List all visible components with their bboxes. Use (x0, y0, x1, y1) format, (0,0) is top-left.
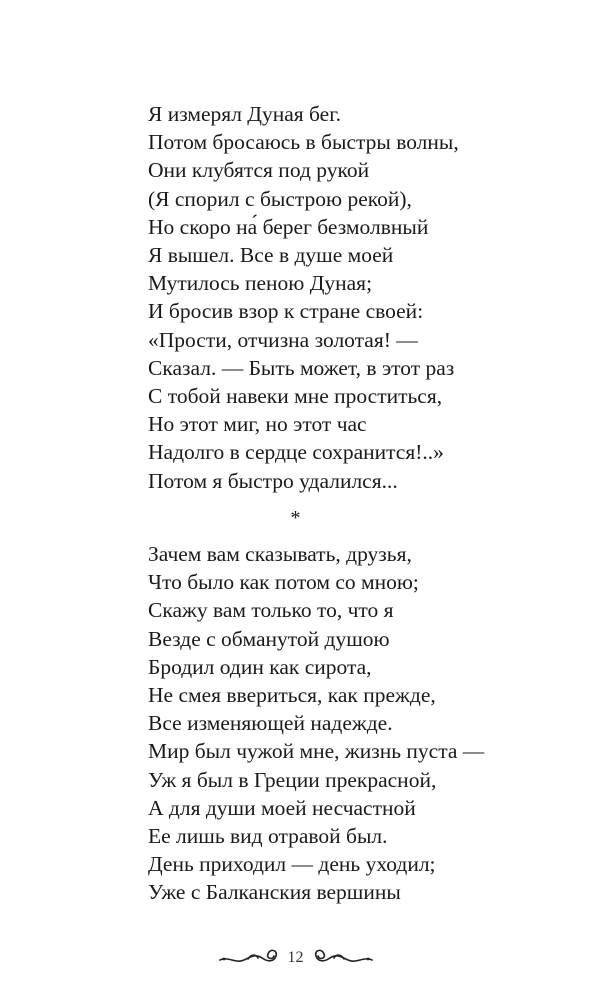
verse-line: Мир был чужой мне, жизнь пуста — (148, 739, 485, 764)
verse-line: Бродил один как сирота, (148, 654, 372, 679)
verse-line: Я измерял Дуная бег. (148, 102, 341, 126)
stanza-1 (148, 100, 548, 495)
verse-line: Мутилось пеною Дуная; (148, 271, 373, 296)
verse-line: Везде с обманутой душою (148, 626, 390, 651)
verse-line: Но скоро на́ берег безмолвный (148, 214, 429, 239)
verse-line: День приходил — день уходил; (148, 852, 436, 877)
stanza-divider: * (290, 507, 301, 529)
verse-line: Но этот миг, но этот час (148, 412, 367, 437)
verse-line: (Я спорил с быстрою рекой), (148, 186, 412, 211)
verse-line: А для души моей несчастной (148, 795, 416, 820)
stanza-2 (148, 540, 548, 907)
verse-line: Я вышел. Все в душе моей (148, 243, 394, 268)
verse-line: Зачем вам сказывать, друзья, (148, 542, 412, 566)
verse-line: С тобой навеки мне проститься, (148, 384, 443, 409)
verse-line: Скажу вам только то, что я (148, 598, 394, 623)
page-footer (0, 938, 591, 978)
verse-line: И бросив взор к стране своей: (148, 299, 424, 324)
verse-line: Уже с Балканския вершины (148, 880, 401, 905)
scroll-ornament-right-icon (310, 946, 374, 970)
verse-line: Потом бросаюсь в быстры волны, (148, 130, 459, 155)
verse-line: Все изменяющей надежде. (148, 711, 393, 736)
verse-line: Уж я был в Греции прекрасной, (148, 767, 437, 792)
scroll-ornament-left-icon (218, 946, 282, 970)
verse-line: Они клубятся под рукой (148, 158, 370, 183)
verse-line: Ее лишь вид отравой был. (148, 824, 388, 849)
verse-line: «Прости, отчизна золотая! — (148, 327, 418, 352)
page-number: 12 (287, 949, 304, 966)
verse-line: Сказал. — Быть может, в этот раз (148, 355, 455, 380)
verse-line: Надолго в сердце сохранится!..» (148, 440, 444, 465)
verse-line: Потом я быстро удалился... (148, 468, 398, 493)
verse-line: Не смея ввериться, как прежде, (148, 683, 436, 708)
verse-line: Что было как потом со мною; (148, 570, 419, 595)
